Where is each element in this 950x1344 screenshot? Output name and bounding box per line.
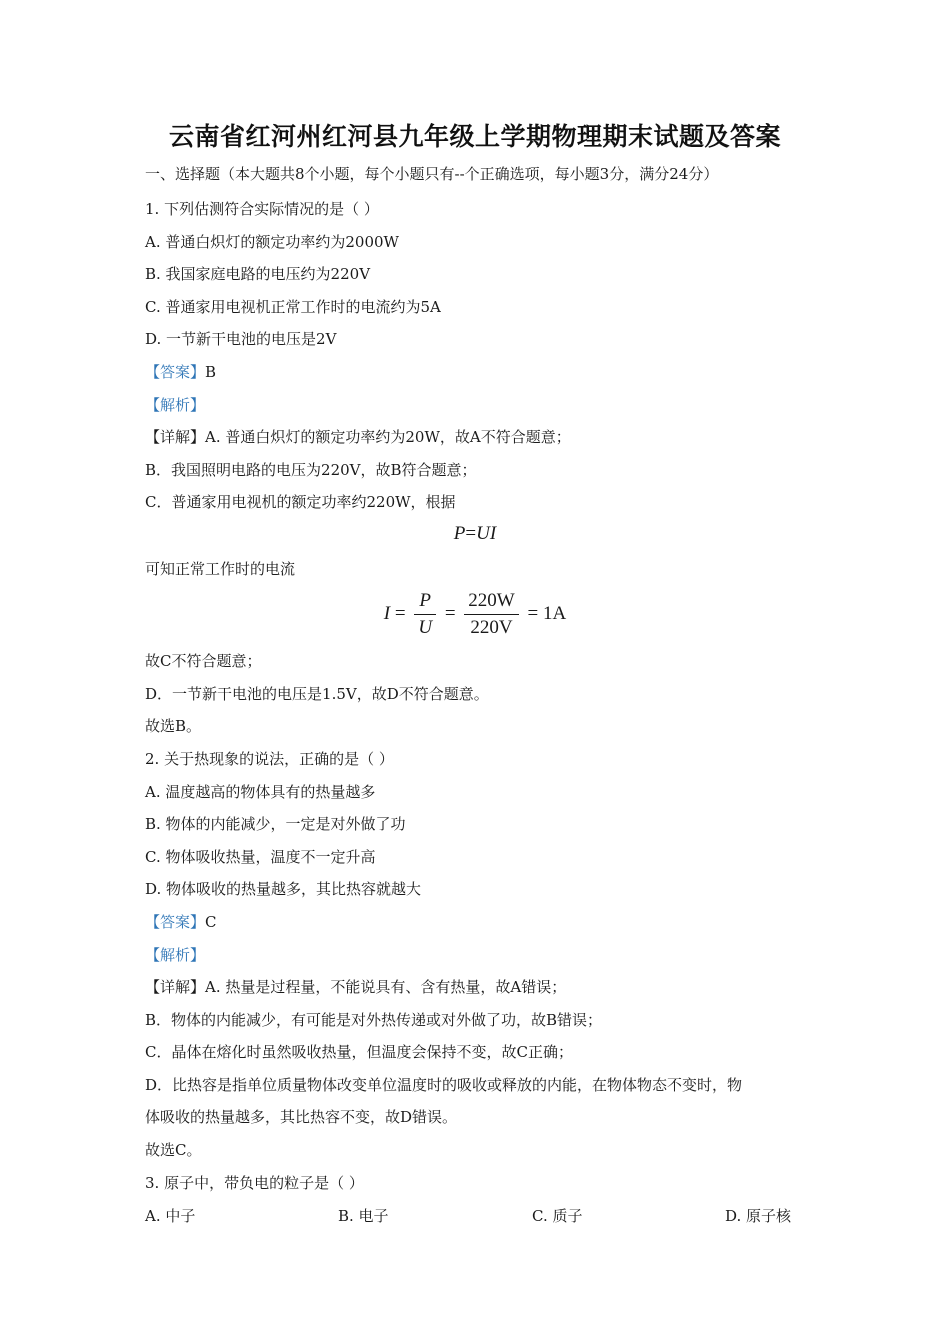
answer-tag: 【答案】: [145, 363, 206, 381]
formula-p: P: [453, 523, 466, 544]
q1-after-line-2: D．一节新干电池的电压是1.5V，故D不符合题意。: [145, 685, 489, 703]
q1-option-c: C. 普通家用电视机正常工作时的电流约为5A: [145, 298, 441, 316]
fraction-values: [464, 590, 518, 639]
q1-option-b: B. 我国家庭电路的电压约为220V: [145, 265, 371, 283]
q2-option-b: B. 物体的内能减少，一定是对外做了功: [145, 815, 406, 833]
fraction-denominator: U: [418, 617, 433, 638]
q3-stem: 3. 原子中，带负电的粒子是（ ）: [145, 1174, 364, 1192]
q3-option-a: A. 中子: [145, 1207, 196, 1225]
q3-option-d: D. 原子核: [725, 1207, 792, 1225]
formula-result: 1A: [542, 602, 567, 624]
q2-detail-line-5: 体吸收的热量越多，其比热容不变，故D错误。: [145, 1108, 458, 1126]
formula-eq: =: [465, 523, 477, 544]
formula-power: [0, 523, 950, 545]
q1-analysis-tag: 【解析】: [145, 396, 206, 414]
q2-option-a: A. 温度越高的物体具有的热量越多: [145, 783, 376, 801]
q1-after-line-1: 故C不符合题意；: [145, 652, 262, 670]
q1-detail-line-2: B．我国照明电路的电压为220V，故B符合题意；: [145, 461, 477, 479]
detail-tag: 【详解】: [145, 428, 206, 446]
q2-stem: 2. 关于热现象的说法，正确的是（ ）: [145, 750, 394, 768]
q1-answer: [145, 362, 216, 382]
q3-option-b: B. 电子: [338, 1207, 389, 1225]
formula-current: I = $\frac{P}{U}$ = $\frac{220W}{220V}$ = 1A: [383, 590, 567, 638]
fraction-p-over-u: [414, 590, 436, 639]
page-title: 云南省红河州红河县九年级上学期物理期末试题及答案: [168, 122, 781, 151]
detail-text: A. 普通白炽灯的额定功率约为20W，故A不符合题意；: [205, 428, 571, 446]
section-header: 一、选择题（本大题共8个小题，每个小题只有--个正确选项，每小题3分，满分24分）: [145, 165, 719, 183]
q1-mid-text: 可知正常工作时的电流: [145, 560, 296, 578]
q2-detail-line-4: D．比热容是指单位质量物体改变单位温度时的吸收或释放的内能，在物体物态不变时，物: [145, 1076, 743, 1094]
detail-text: A. 热量是过程量，不能说具有、含有热量，故A错误；: [205, 978, 567, 996]
q2-answer: [145, 912, 217, 932]
q2-detail-line-1: [145, 977, 566, 997]
fraction-denominator: 220V: [470, 617, 513, 638]
q1-stem: 1. 下列估测符合实际情况的是（ ）: [145, 200, 379, 218]
q2-detail-line-2: B．物体的内能减少，有可能是对外热传递或对外做了功，故B错误；: [145, 1011, 603, 1029]
q3-option-c: C. 质子: [532, 1207, 583, 1225]
answer-value: B: [205, 363, 217, 381]
detail-tag: 【详解】: [145, 978, 206, 996]
formula-i: I: [383, 602, 391, 624]
q1-after-line-3: 故选B。: [145, 717, 202, 735]
q2-analysis-tag: 【解析】: [145, 946, 206, 964]
q1-option-a: A. 普通白炽灯的额定功率约为2000W: [145, 233, 399, 251]
answer-value: C: [205, 913, 217, 931]
q1-detail-line-3: C．普通家用电视机的额定功率约220W，根据: [145, 493, 456, 511]
q2-option-d: D. 物体吸收的热量越多，其比热容就越大: [145, 880, 422, 898]
q2-option-c: C. 物体吸收热量，温度不一定升高: [145, 848, 376, 866]
fraction-numerator: P: [414, 590, 436, 615]
q2-detail-line-6: 故选C。: [145, 1141, 202, 1159]
q1-option-d: D. 一节新干电池的电压是2V: [145, 330, 337, 348]
formula-ui: UI: [476, 523, 497, 544]
fraction-numerator: 220W: [464, 590, 518, 615]
q1-detail-line-1: [145, 427, 571, 447]
answer-tag: 【答案】: [145, 913, 206, 931]
q2-detail-line-3: C．晶体在熔化时虽然吸收热量，但温度会保持不变，故C正确；: [145, 1043, 573, 1061]
